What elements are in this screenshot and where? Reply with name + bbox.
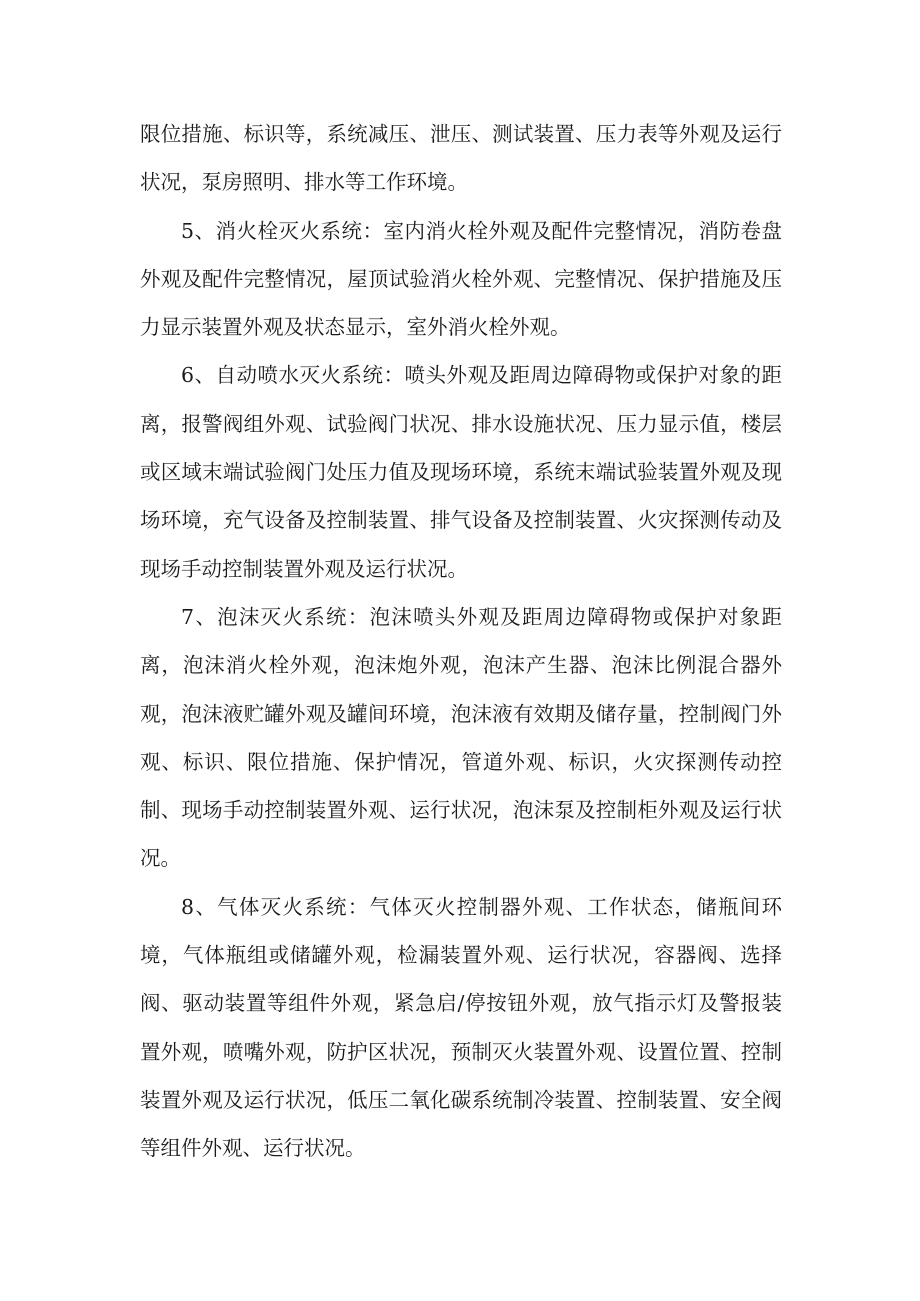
- paragraph-gas-system: 8、气体灭火系统：气体灭火控制器外观、工作状态，储瓶间环境，气体瓶组或储罐外观，检漏装置外观、运行状况，容器阀、选择阀、驱动装置等组件外观，紧急启/停按钮外观，放气指示灯及警报装置外观，喷嘴外观，防护区状况，预制灭火装置外观、设置位置、控制装置外观及运行状况，低压二氧化碳系统制冷装置、控制装置、安全阀等组件外观、运行状况。: [140, 894, 782, 1161]
- paragraph-foam-system: 7、泡沫灭火系统：泡沫喷头外观及距周边障碍物或保护对象距离，泡沫消火栓外观，泡沫炮外观，泡沫产生器、泡沫比例混合器外观，泡沫液贮罐外观及罐间环境，泡沫液有效期及储存量，控制阀门外观、标识、限位措施、保护情况，管道外观、标识，火灾探测传动控制、现场手动控制装置外观、运行状况，泡沫泵及控制柜外观及运行状况。: [140, 604, 782, 871]
- paragraph-continuation: 限位措施、标识等，系统减压、泄压、测试装置、压力表等外观及运行状况，泵房照明、排水等工作环境。: [140, 122, 782, 195]
- paragraph-sprinkler-system: 6、自动喷水灭火系统：喷头外观及距周边障碍物或保护对象的距离，报警阀组外观、试验阀门状况、排水设施状况、压力显示值，楼层或区域末端试验阀门处压力值及现场环境，系统末端试验装置外观及现场环境，充气设备及控制装置、排气设备及控制装置、火灾探测传动及现场手动控制装置外观及运行状况。: [140, 363, 782, 581]
- paragraph-hydrant-system: 5、消火栓灭火系统：室内消火栓外观及配件完整情况，消防卷盘外观及配件完整情况，屋顶试验消火栓外观、完整情况、保护措施及压力显示装置外观及状态显示，室外消火栓外观。: [140, 218, 782, 340]
- document-body: [140, 110, 782, 1173]
